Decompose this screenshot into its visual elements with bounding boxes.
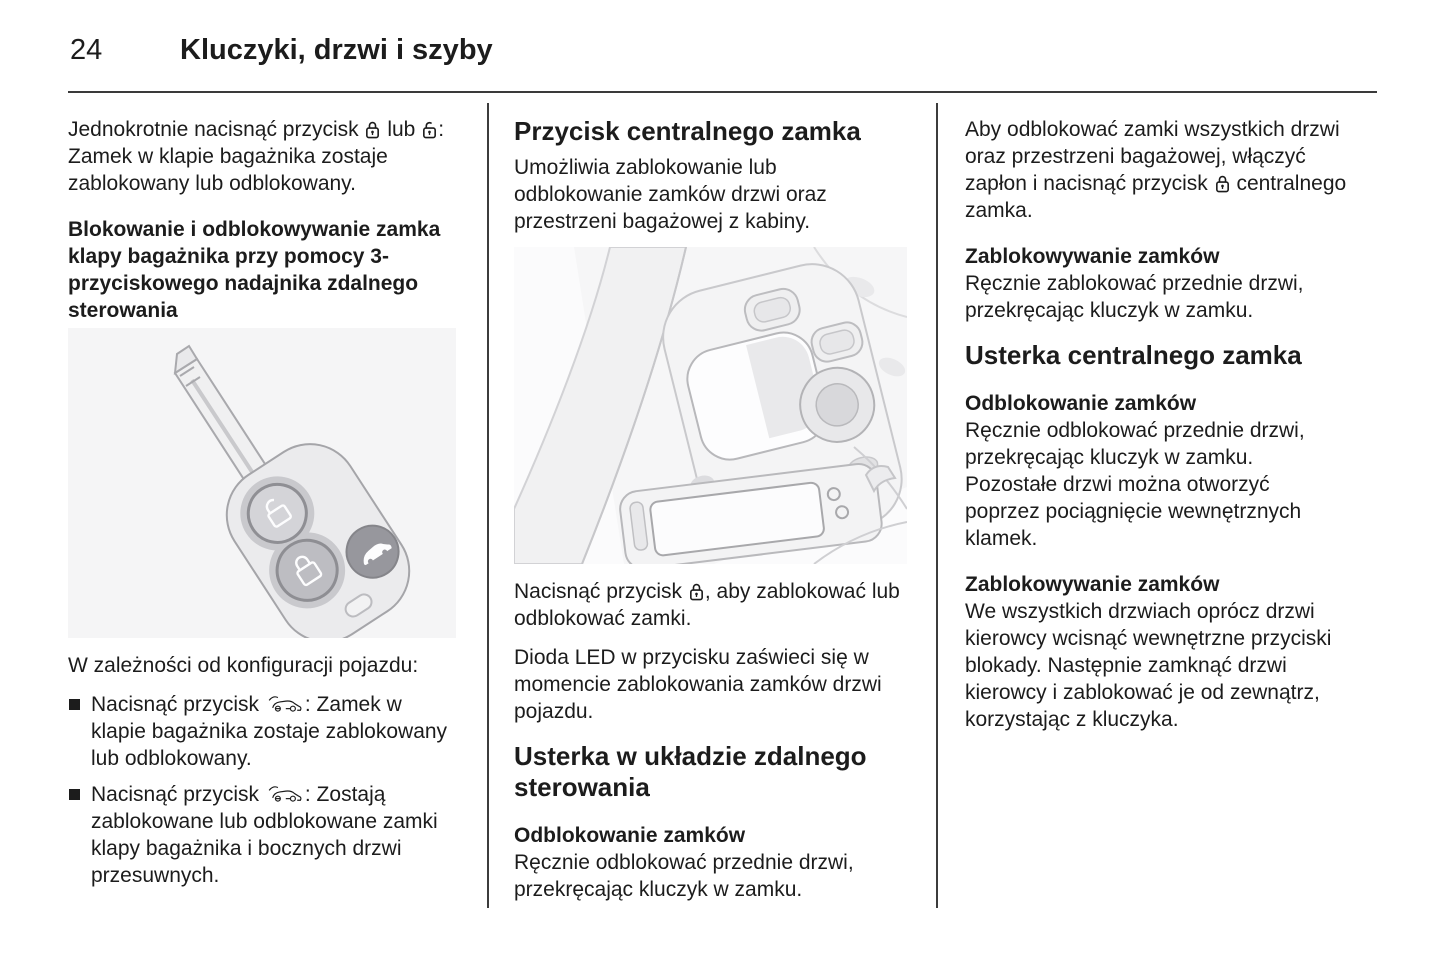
paragraph [514,644,909,725]
paragraph [514,578,909,632]
text-run: centralnego zamka. [965,172,1347,222]
bullet-text [91,691,461,772]
text-run: Dioda LED w przycisku zaświeci się w momencie zablokowania zamków drzwi pojazdu. [514,646,882,723]
text-run: Ręcznie zablokować przednie drzwi, przekręcając kluczyk w zamku. [965,272,1304,322]
bullet-item [68,691,461,772]
sub-heading: Zablokowywanie zamków [965,573,1220,596]
bullet-marker [69,699,80,710]
paragraph [965,598,1347,733]
lock-closed-icon [688,581,705,602]
text-run: : Zamek w klapie bagażnika zostaje zablokowany lub odblokowany. [68,118,445,195]
paragraph [68,652,461,679]
section-heading: Usterka w układzie zdalnego sterowania [514,741,867,802]
content-columns [68,103,1377,915]
text-run: Ręcznie odblokować przednie drzwi, przekręcając kluczyk w zamku. Pozostałe drzwi można otworzyć poprzez pociągnięcie wewnętrznych klamek. [965,419,1305,550]
text-run: : Zostają zablokowane lub odblokowane zamki klapy bagażnika i bocznych drzwi przesuwnych. [91,783,438,887]
remote-key-figure [68,328,461,638]
section-heading: Usterka centralnego zamka [965,340,1302,370]
car-remote-icon [265,694,305,713]
text-run: lub [381,118,422,141]
paragraph [514,849,909,903]
section-heading: Przycisk centralnego zamka [514,116,861,146]
paragraph [965,116,1347,224]
car-remote-icon [265,784,305,803]
chapter-title: Kluczyki, drzwi i szyby [180,34,493,66]
lock-closed-icon [364,119,381,140]
text-run: Ręcznie odblokować przednie drzwi, przekręcając kluczyk w zamku. [514,851,854,901]
text-run: Nacisnąć przycisk [91,783,265,806]
column-middle [489,103,936,915]
page-header [70,34,493,67]
text-run: , aby zablokować lub odblokować zamki. [514,580,900,630]
column-left [68,103,487,898]
text-run: W zależności od konfiguracji pojazdu: [68,654,419,677]
sub-heading: Odblokowanie zamków [514,824,746,847]
column-right [938,103,1377,745]
bullet-item [68,781,461,889]
bullet-marker [69,789,80,800]
lock-open-icon [421,119,438,140]
paragraph [965,417,1347,552]
paragraph [965,270,1347,324]
overhead-console-figure [514,247,909,564]
text-run: We wszystkich drzwiach oprócz drzwi kierowcy wcisnąć wewnętrzne przyciski blokady. Następnie zamknąć drzwi kierowcy i zablokować je od zewnątrz, korzystając z kluczyka. [965,600,1332,731]
text-run: Umożliwia zablokowanie lub odblokowanie zamków drzwi oraz przestrzeni bagażowej z kabiny. [514,156,827,233]
text-run: : Zamek w klapie bagażnika zostaje zablokowany lub odblokowany. [91,693,448,770]
page-number: 24 [70,34,103,66]
bullet-text [91,781,461,889]
sub-heading: Blokowanie i odblokowywanie zamka klapy bagażnika przy pomocy 3-przyciskowego nadajnika zdalnego sterowania [68,218,441,322]
paragraph [68,116,461,197]
lock-closed-icon [1214,173,1231,194]
text-run: Nacisnąć przycisk [514,580,688,603]
text-run: Aby odblokować zamki wszystkich drzwi oraz przestrzeni bagażowej, włączyć zapłon i nacisnąć przycisk [965,118,1340,195]
paragraph [514,154,909,235]
text-run: Jednokrotnie nacisnąć przycisk [68,118,365,141]
sub-heading: Zablokowywanie zamków [965,245,1220,268]
header-rule [68,91,1377,93]
sub-heading: Odblokowanie zamków [965,392,1197,415]
text-run: Nacisnąć przycisk [91,693,265,716]
